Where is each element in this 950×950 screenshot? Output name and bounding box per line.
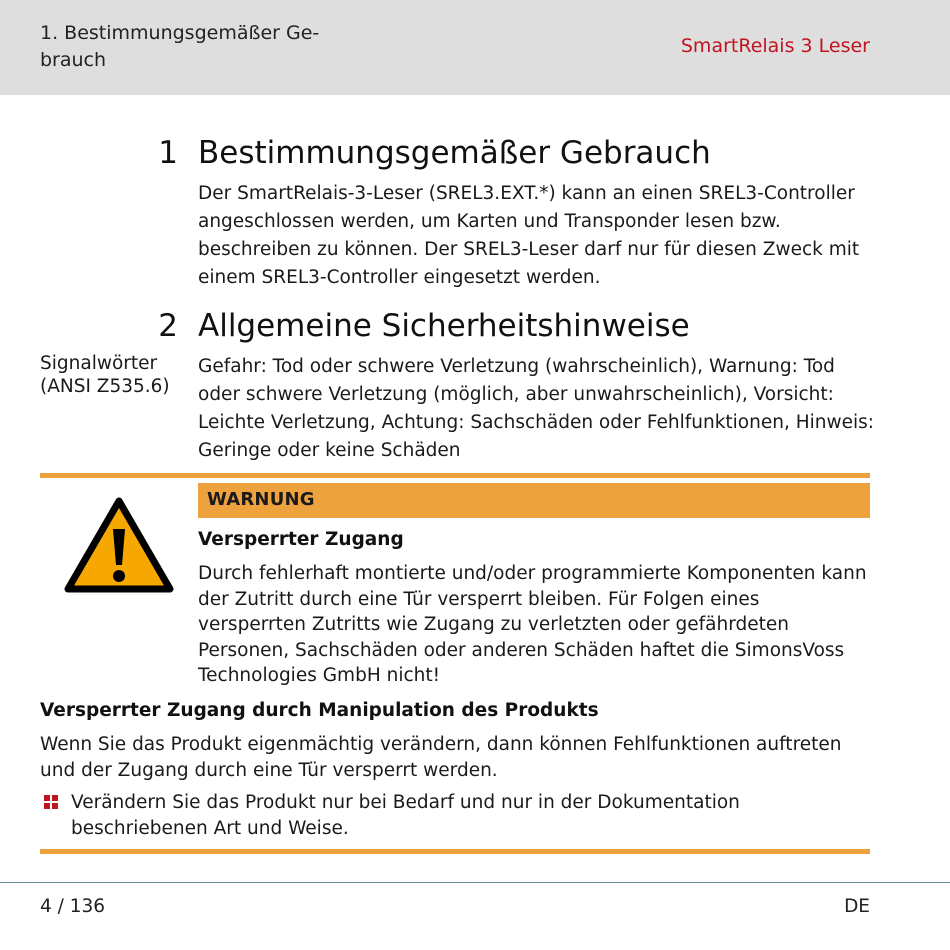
header-chapter-title: 1. Bestimmungsgemäßer Ge-brauch [40,22,320,71]
warning-triangle-icon [62,495,176,595]
footer-divider [0,882,950,883]
section-1-text: Der SmartRelais-3-Leser (SREL3.EXT.*) kann an einen SREL3-Controller angeschlossen werden, um Karten und Transponder lesen bzw. beschreiben zu können. Der SREL3-Leser darf nur für diesen Zweck mit einem SREL3-Controller eingesetzt werden. [198,183,860,288]
section-1-number: 1 [158,135,178,171]
header-product-name: SmartRelais 3 Leser [680,35,870,57]
section-1-title: Bestimmungsgemäßer Gebrauch [198,135,711,171]
warning-label-bar [198,483,870,518]
section-2-text: Gefahr: Tod oder schwere Verletzung (wahrscheinlich), Warnung: Tod oder schwere Verletzung (möglich, aber unwahrscheinlich), Vorsicht: Leichte Verletzung, Achtung: Sachschäden oder Fehlfunktionen, Hinweis: Geringe oder keine Schäden [198,356,875,461]
warning-text: Durch fehlerhaft montierte und/oder programmierte Komponenten kann der Zutritt durch eine Tür versperrt bleiben. Für Folgen eines versperrten Zutritts wie Zugang zu verletzten oder gefährdeten Personen, Sachschäden oder anderen Schäden haftet die SimonsVoss Technologies GmbH nicht! [198,563,867,686]
section-2-title: Allgemeine Sicherheitshinweise [198,308,690,344]
signal-words-margin-note: Signalwörter (ANSI Z535.6) [40,353,170,397]
manipulation-subheading: Versperrter Zugang durch Manipulation des Produkts [40,700,599,721]
red-square-bullet-icon [44,795,58,809]
warning-bottom-rule [40,849,870,854]
page-header [0,0,950,95]
manipulation-bullet-text: Verändern Sie das Produkt nur bei Bedarf und nur in der Dokumentation beschriebenen Art und Weise. [71,792,740,839]
warning-title: Versperrter Zugang [198,529,404,550]
warning-top-rule [40,473,870,478]
footer-page-number: 4 / 136 [40,896,106,917]
section-2-number: 2 [158,308,178,344]
footer-language: DE [844,896,870,917]
warning-label: WARNUNG [207,489,315,510]
manipulation-text: Wenn Sie das Produkt eigenmächtig verändern, dann können Fehlfunktionen auftreten und der Zugang durch eine Tür versperrt werden. [40,734,842,781]
